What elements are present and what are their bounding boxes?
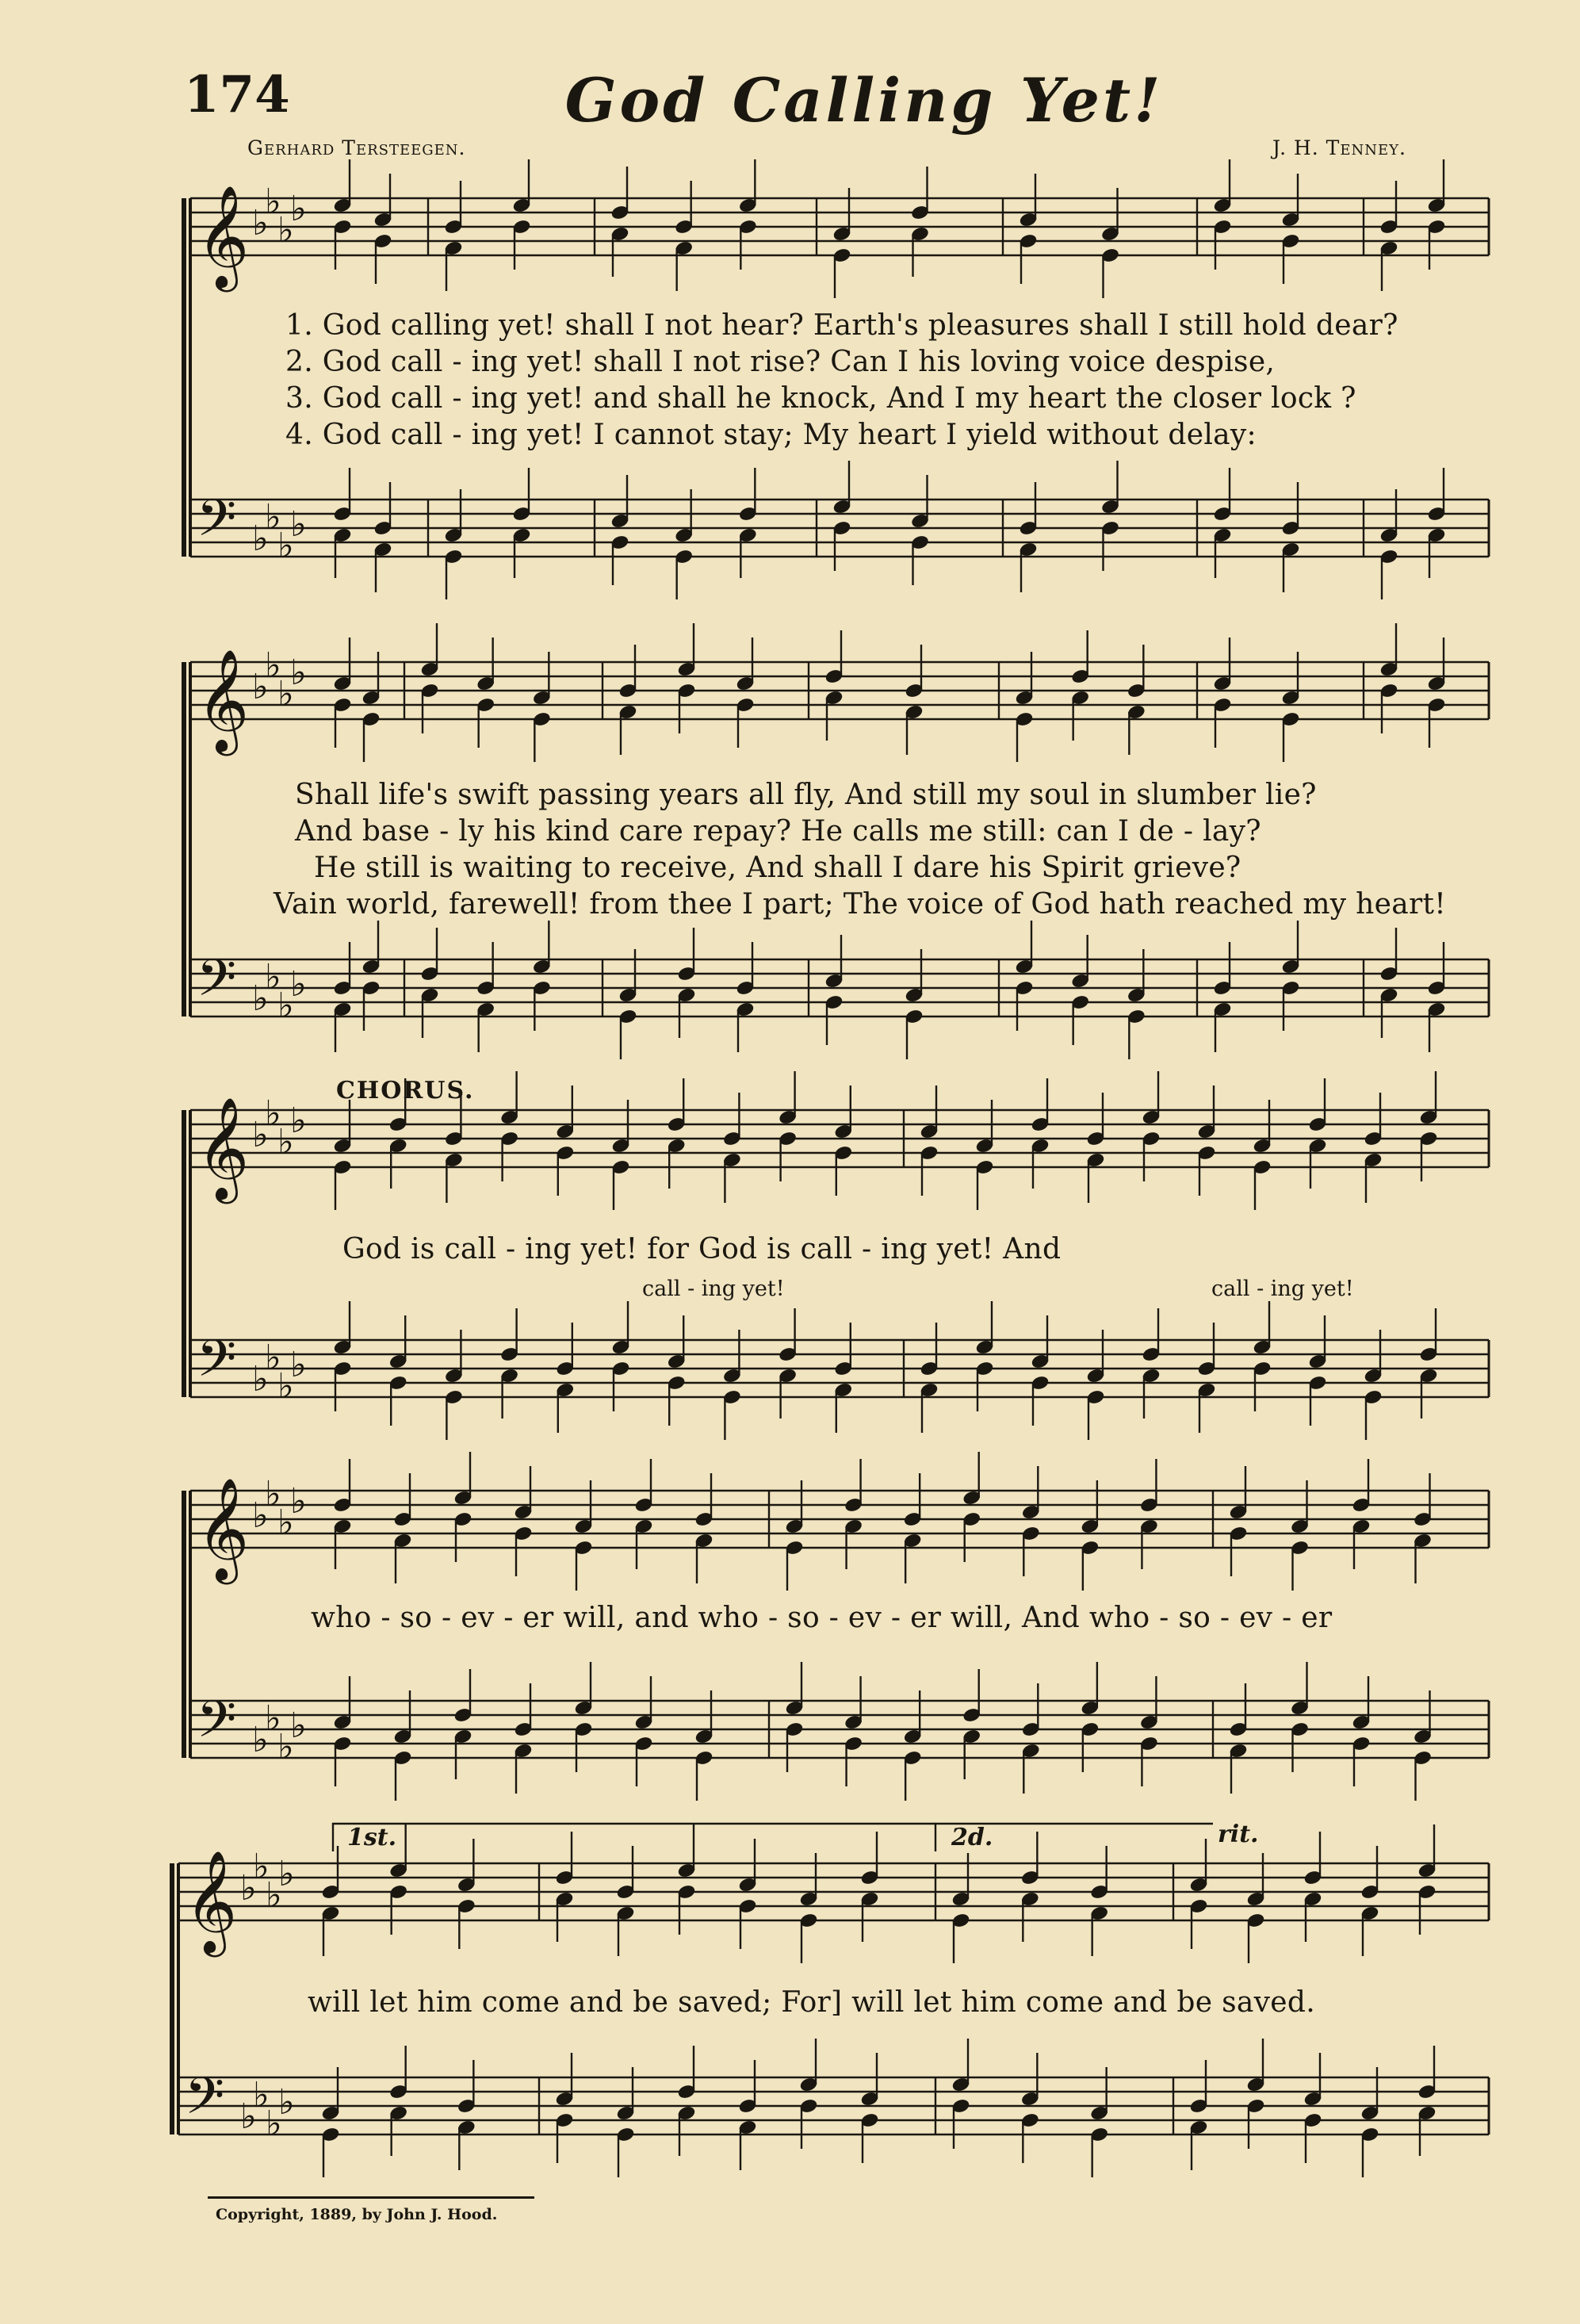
treble-clef-icon: 𝄞 xyxy=(197,185,250,288)
flat-icon: ♭ xyxy=(277,674,294,714)
treble-clef-icon: 𝄞 xyxy=(197,1477,250,1580)
chorus-line-2: who - so - ev - er will, and who - so - ev - er will, And who - so - ev - er xyxy=(311,1602,1333,1634)
treble-clef-icon: 𝄞 xyxy=(197,649,250,752)
flat-icon: ♭ xyxy=(277,526,294,566)
verse-1-line-2: Shall life's swift passing years all fly, And still my soul in slumber lie? xyxy=(295,779,1317,811)
chorus-echo-1: call - ing yet! xyxy=(642,1277,785,1301)
flat-icon: ♭ xyxy=(265,1698,281,1739)
lyricist-credit: Gerhard Tersteegen. xyxy=(247,136,466,159)
flat-icon: ♭ xyxy=(265,1338,281,1378)
flat-icon: ♭ xyxy=(265,182,281,222)
chorus-line-3: will let him come and be saved; For] will let him come and be saved. xyxy=(308,1986,1315,2019)
flat-icon: ♭ xyxy=(252,667,269,707)
copyright-rule xyxy=(208,2196,534,2199)
flat-icon: ♭ xyxy=(265,957,281,997)
flat-icon: ♭ xyxy=(265,497,281,538)
flat-icon: ♭ xyxy=(252,1720,269,1760)
verse-4-line-2: Vain world, farewell! from thee I part; The voice of God hath reached my heart! xyxy=(274,888,1447,921)
copyright-notice: Copyright, 1889, by John J. Hood. xyxy=(216,2206,498,2223)
treble-clef-icon: 𝄞 xyxy=(185,1850,238,1953)
chorus-label: CHORUS. xyxy=(336,1077,475,1105)
flat-icon: ♭ xyxy=(290,1345,307,1385)
flat-icon: ♭ xyxy=(252,1115,269,1155)
flat-icon: ♭ xyxy=(290,1481,307,1522)
first-ending-label: 1st. xyxy=(347,1824,397,1851)
chorus-line-1: God is call - ing yet! for God is call - ing yet! And xyxy=(342,1233,1062,1265)
flat-icon: ♭ xyxy=(290,504,307,545)
verse-3-line-1: 3. God call - ing yet! and shall he knock, And I my heart the closer lock ? xyxy=(285,382,1356,415)
flat-icon: ♭ xyxy=(277,1122,294,1162)
page-number: 174 xyxy=(184,65,290,124)
flat-icon: ♭ xyxy=(278,1854,295,1894)
flat-icon: ♭ xyxy=(266,2104,282,2144)
flat-icon: ♭ xyxy=(290,653,307,693)
treble-clef-icon: 𝄞 xyxy=(197,1097,250,1200)
bass-clef-icon: 𝄢 xyxy=(197,949,237,1020)
bass-clef-icon: 𝄢 xyxy=(197,1690,237,1762)
flat-icon: ♭ xyxy=(278,2082,295,2123)
flat-icon: ♭ xyxy=(266,1875,282,1916)
verse-4-line-1: 4. God call - ing yet! I cannot stay; My heart I yield without delay: xyxy=(285,419,1257,451)
flat-icon: ♭ xyxy=(252,1495,269,1536)
flat-icon: ♭ xyxy=(277,210,294,251)
flat-icon: ♭ xyxy=(240,2096,257,2137)
bass-clef-icon: 𝄢 xyxy=(197,489,237,561)
verse-1-line-1: 1. God calling yet! shall I not hear? Earth's pleasures shall I still hold dear? xyxy=(285,309,1398,342)
flat-icon: ♭ xyxy=(265,1474,281,1514)
flat-icon: ♭ xyxy=(252,203,269,243)
flat-icon: ♭ xyxy=(290,964,307,1005)
flat-icon: ♭ xyxy=(290,189,307,229)
flat-icon: ♭ xyxy=(290,1101,307,1141)
flat-icon: ♭ xyxy=(277,1727,294,1767)
flat-icon: ♭ xyxy=(265,1093,281,1134)
hymn-title: God Calling Yet! xyxy=(564,65,1164,136)
first-ending-bracket xyxy=(333,1824,935,1851)
flat-icon: ♭ xyxy=(253,2075,270,2115)
verse-2-line-2: And base - ly his kind care repay? He calls me still: can I de - lay? xyxy=(295,815,1261,848)
flat-icon: ♭ xyxy=(265,645,281,686)
flat-icon: ♭ xyxy=(277,986,294,1026)
chorus-echo-2: call - ing yet! xyxy=(1211,1277,1354,1301)
composer-credit: J. H. Tenney. xyxy=(1272,136,1406,159)
flat-icon: ♭ xyxy=(253,1847,270,1887)
second-ending-label: 2d. xyxy=(951,1824,993,1851)
flat-icon: ♭ xyxy=(252,519,269,559)
ritardando-mark: rit. xyxy=(1218,1821,1259,1848)
flat-icon: ♭ xyxy=(277,1366,294,1407)
bass-clef-icon: 𝄢 xyxy=(185,2067,225,2138)
flat-icon: ♭ xyxy=(252,978,269,1019)
verse-2-line-1: 2. God call - ing yet! shall I not rise? Can I his loving voice despise, xyxy=(285,346,1276,378)
flat-icon: ♭ xyxy=(240,1868,257,1909)
flat-icon: ♭ xyxy=(277,1503,294,1543)
bass-clef-icon: 𝄢 xyxy=(197,1330,237,1401)
flat-icon: ♭ xyxy=(252,1359,269,1399)
verse-3-line-2: He still is waiting to receive, And shall I dare his Spirit grieve? xyxy=(314,852,1241,884)
flat-icon: ♭ xyxy=(290,1706,307,1746)
